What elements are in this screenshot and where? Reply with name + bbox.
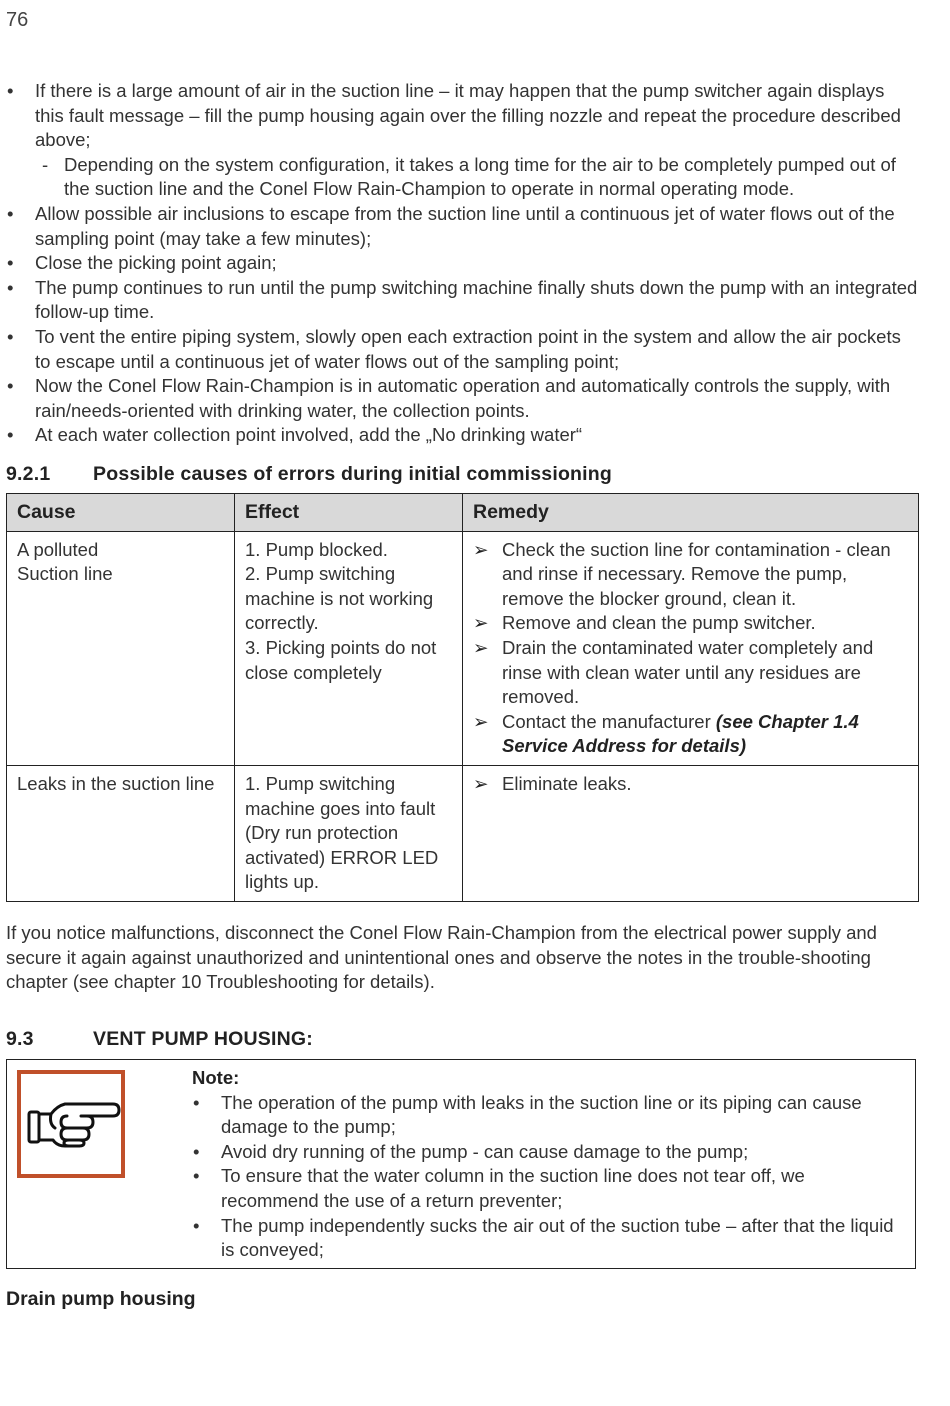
bullet-text: If there is a large amount of air in the suction line – it may happen that the pump switcher again displays this fault message – fill the pump housing again over the filling nozzle and repeat the procedure described above; xyxy=(35,80,901,151)
bullet-text: Close the picking point again; xyxy=(35,252,277,274)
note-item-text: To ensure that the water column in the suction line does not tear off, we recommend the use of a return preventer; xyxy=(221,1165,805,1211)
intro-bullet-list xyxy=(6,79,918,448)
bullet-icon: • xyxy=(7,80,14,101)
chapter-reference: (see Chapter 1.4 Service Address for details) xyxy=(502,710,859,757)
remedy-item xyxy=(473,772,908,797)
effect-line: 1. Pump switching machine goes into fault (Dry run protection activated) ERROR LED lights up. xyxy=(245,772,439,893)
list-item xyxy=(192,1091,907,1140)
remedy-text: Remove and clean the pump switcher. xyxy=(502,612,816,634)
bullet-text: Now the Conel Flow Rain-Champion is in automatic operation and automatically controls the supply, with rain/needs-oriented with drinking water, the collection points. xyxy=(35,375,891,421)
error-causes-table xyxy=(6,493,919,902)
section-heading-9-3 xyxy=(6,1027,313,1052)
cause-line: Suction line xyxy=(17,563,113,585)
section-title: VENT PUMP HOUSING: xyxy=(93,1028,313,1050)
list-item xyxy=(192,1164,907,1213)
effect-line: 1. Pump blocked. xyxy=(245,538,388,560)
list-item xyxy=(6,325,918,374)
pointing-hand-glyph xyxy=(21,1074,121,1174)
effect-line: 3. Picking points do not close completely xyxy=(245,636,437,683)
effect-line: 2. Pump switching machine is not working correctly. xyxy=(245,563,434,634)
remedy-list xyxy=(473,772,908,797)
bullet-icon: • xyxy=(7,276,14,298)
bullet-icon: • xyxy=(7,252,14,274)
note-list xyxy=(192,1091,907,1263)
bullet-icon: • xyxy=(193,1165,200,1187)
arrow-bullet-icon: ➢ xyxy=(473,538,489,560)
remedy-cell xyxy=(463,531,919,765)
list-item xyxy=(192,1214,907,1263)
arrow-bullet-icon: ➢ xyxy=(473,772,489,794)
list-item xyxy=(192,1140,907,1165)
sub-list-item xyxy=(35,153,918,202)
section-number: 9.3 xyxy=(6,1028,34,1050)
bullet-icon: • xyxy=(7,325,14,347)
list-item xyxy=(6,202,918,251)
section-number: 9.2.1 xyxy=(6,463,51,485)
remedy-item xyxy=(473,710,908,759)
list-item xyxy=(6,374,918,423)
bullet-icon: • xyxy=(193,1214,200,1236)
effect-cell xyxy=(235,531,463,765)
bullet-icon: • xyxy=(193,1091,200,1113)
remedy-list xyxy=(473,538,908,759)
arrow-bullet-icon: ➢ xyxy=(473,710,489,732)
dash-icon: - xyxy=(42,153,49,175)
bullet-text: To vent the entire piping system, slowly open each extraction point in the system and allow the air pockets to escape until a continuous jet of water flows out of the sampling point; xyxy=(35,325,901,372)
pointing-hand-icon xyxy=(17,1070,125,1178)
bullet-icon: • xyxy=(7,424,14,446)
note-body xyxy=(192,1066,907,1263)
bullet-text: Allow possible air inclusions to escape from the suction line until a continuous jet of water flows out of the sampling point (may take a few minutes); xyxy=(35,202,895,249)
remedy-cell xyxy=(463,765,919,901)
cause-line: A polluted xyxy=(17,538,99,560)
note-item-text: Avoid dry running of the pump - can cause damage to the pump; xyxy=(221,1140,749,1162)
bullet-icon: • xyxy=(7,202,14,224)
remedy-text: Contact the manufacturer xyxy=(502,710,716,732)
table-row xyxy=(7,765,919,901)
column-header-remedy: Remedy xyxy=(463,494,919,532)
column-header-effect: Effect xyxy=(235,494,463,532)
list-item xyxy=(6,251,918,276)
list-item xyxy=(6,423,918,448)
bullet-icon: • xyxy=(7,375,14,397)
page-number: 76 xyxy=(6,9,29,31)
effect-cell xyxy=(235,765,463,901)
arrow-bullet-icon: ➢ xyxy=(473,636,489,658)
malfunction-paragraph: If you notice malfunctions, disconnect the Conel Flow Rain-Champion from the electrical power supply and secure it again against unauthorized and unintentional ones and observe the notes in the trouble-shooting chapter (see chapter 10 Troubleshooting for details). xyxy=(6,922,877,993)
remedy-text: Check the suction line for contamination - clean and rinse if necessary. Remove the pump, remove the blocker ground, clean it. xyxy=(502,538,891,609)
bullet-icon: • xyxy=(193,1140,200,1162)
table-header-row xyxy=(7,494,919,532)
bullet-text: The pump continues to run until the pump switching machine finally shuts down the pump with an integrated follow-up time. xyxy=(35,276,918,323)
arrow-bullet-icon: ➢ xyxy=(473,612,489,634)
table-row xyxy=(7,531,919,765)
cause-line: Leaks in the suction line xyxy=(17,772,215,794)
section-title: Possible causes of errors during initial commissioning xyxy=(93,463,613,485)
cause-cell xyxy=(7,531,235,765)
list-item xyxy=(6,79,918,202)
drain-pump-housing-heading: Drain pump housing xyxy=(6,1288,196,1310)
note-item-text: The pump independently sucks the air out of the suction tube – after that the liquid is conveyed; xyxy=(221,1214,894,1261)
note-title: Note: xyxy=(192,1067,240,1088)
remedy-item xyxy=(473,611,908,636)
remedy-item xyxy=(473,538,908,612)
bullet-text: At each water collection point involved, add the „No drinking water“ xyxy=(35,424,583,446)
remedy-item xyxy=(473,636,908,710)
sub-item-text: Depending on the system configuration, it takes a long time for the air to be completely pumped out of the suction line and the Conel Flow Rain-Champion to operate in normal operating mode. xyxy=(64,153,896,200)
list-item xyxy=(6,276,918,325)
remedy-text: Eliminate leaks. xyxy=(502,772,632,794)
cause-cell xyxy=(7,765,235,901)
section-heading-9-2-1 xyxy=(6,462,612,487)
column-header-cause: Cause xyxy=(7,494,235,532)
remedy-text: Drain the contaminated water completely and rinse with clean water until any residues are removed. xyxy=(502,636,874,708)
note-item-text: The operation of the pump with leaks in the suction line or its piping can cause damage to the pump; xyxy=(221,1091,862,1138)
note-box xyxy=(6,1059,916,1269)
